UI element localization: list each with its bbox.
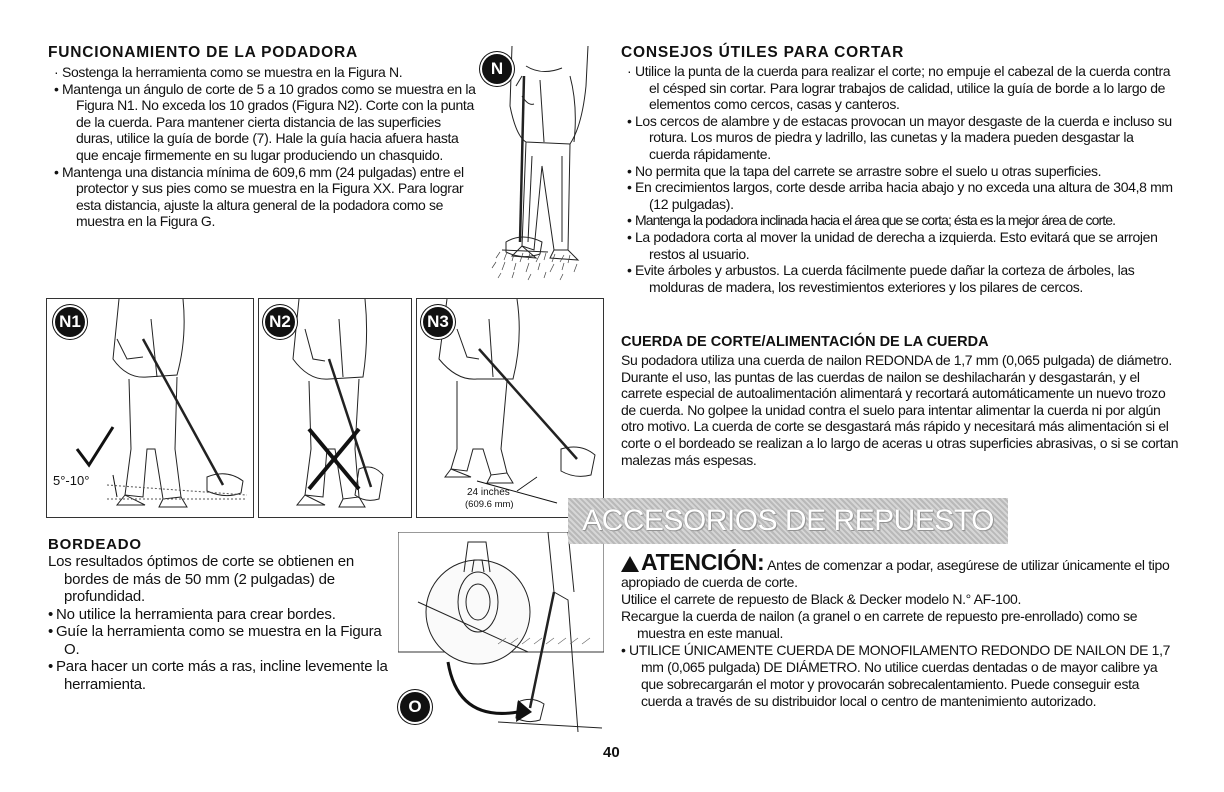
cuerda-body: Su podadora utiliza una cuerda de nailon REDONDA de 1,7 mm (0,065 pulgada) de diámetro. Durante el uso, las puntas de las cuerdas de nailon se deshilacharán y desgastarán, y el carrete especial de autoalimentación alimentará y recortará automáticamente un nuevo trozo de cuerda. No golpee la unidad contra el suelo para intentar alimentar la cuerda ni por algún otro motivo. La cuerda de corte se desgastará más rápido y necesitará más alimentación si el corte o el bordeado se realizan a lo largo de aceras u otras superficies abrasivas, o si se cortan malezas más espesas. [621, 352, 1179, 468]
list-item: • No utilice la herramienta para crear bordes. [48, 606, 388, 624]
figure-o [398, 532, 604, 742]
list-item: • Mantenga un ángulo de corte de 5 a 10 grados como se muestra en la Figura N1. No exceda los 10 grados (Figura N2). Corte con la punta de la cuerda. Para mantener cierta distancia de las superficies duras, utilice la guía de borde (7). Hale la guía hacia afuera hasta que encaje firmemente en su lugar produciendo un chasquido. [48, 81, 480, 164]
list-item: • Para hacer un corte más a ras, incline levemente la herramienta. [48, 658, 388, 693]
distance-inches-label: 24 inches [467, 487, 510, 498]
refill-line: Recargue la cuerda de nailon (a granel o en carrete de repuesto pre-enrollado) como se muestra en este manual. [621, 608, 1138, 641]
angle-label: 5°-10° [53, 473, 90, 488]
figure-badge-n3: N3 [423, 307, 453, 337]
figure-badge-n: N [482, 54, 512, 84]
figure-n2 [258, 298, 412, 518]
section-title-funcionamiento: FUNCIONAMIENTO DE LA PODADORA [48, 44, 358, 61]
figure-badge-n1: N1 [55, 307, 85, 337]
list-item: · Utilice la punta de la cuerda para realizar el corte; no empuje el cabezal de la cuerda contra el césped sin cortar. Para lograr trabajos de calidad, utilice la guía de borde a lo largo de elementos como cercos, casas y canteros. [621, 63, 1177, 113]
spool-model-line: Utilice el carrete de repuesto de Black & Decker modelo N.° AF-100. [621, 591, 1022, 607]
accesorios-bullets [621, 642, 1177, 710]
accesorios-banner [568, 498, 1008, 544]
bordeado-section [48, 536, 388, 693]
figure-n3 [416, 298, 604, 518]
funcionamiento-bullets [48, 64, 480, 230]
accesorios-section [621, 549, 1177, 710]
bordeado-intro: Los resultados óptimos de corte se obtienen en bordes de más de 50 mm (2 pulgadas) de profundidad. [48, 553, 354, 605]
list-item: · Sostenga la herramienta como se muestra en la Figura N. [48, 64, 480, 81]
section-title-consejos: CONSEJOS ÚTILES PARA CORTAR [621, 44, 905, 61]
list-item: • Evite árboles y arbustos. La cuerda fácilmente puede dañar la corteza de árboles, las molduras de madera, los revestimientos exteriores y los pilares de cercos. [621, 262, 1177, 295]
page-number: 40 [603, 744, 620, 761]
consejos-bullets [621, 63, 1177, 295]
figure-n [482, 46, 600, 292]
warning-icon [621, 556, 639, 572]
figure-badge-o: O [400, 692, 430, 722]
warning-text: Antes de comenzar a podar, asegúrese de utilizar únicamente el tipo apropiado de cuerda de corte. [621, 557, 1170, 590]
list-item [621, 642, 1177, 710]
list-item: • No permita que la tapa del carrete se arrastre sobre el suelo u otras superficies. [621, 163, 1177, 180]
bordeado-bullets [48, 606, 388, 694]
list-item: • Mantenga una distancia mínima de 609,6 mm (24 pulgadas) entre el protector y sus pies como se muestra en la Figura XX. Para lograr esta distancia, ajuste la altura general de la podadora como se muestra en la Figura G. [48, 164, 480, 230]
funcionamiento-section [48, 44, 480, 230]
warning-title: ATENCIÓN: [641, 549, 765, 575]
cuerda-section [621, 334, 1181, 468]
line-spec-text: UTILICE ÚNICAMENTE CUERDA DE MONOFILAMENTO REDONDO DE NAILON DE 1,7 mm (0,065 pulgada) DE DIÁMETRO. No utilice cuerdas dentadas o de mayor calibre ya que sobrecargarán el motor y provocarán sobrecalentamiento. Puede conseguir esta cuerda a través de su distribuidor local o centro de mantenimiento autorizado. [629, 642, 1171, 709]
section-title-cuerda: CUERDA DE CORTE/ALIMENTACIÓN DE LA CUERDA [621, 334, 989, 350]
list-item: • Mantenga la podadora inclinada hacia el área que se corta; ésta es la mejor área de corte. [621, 212, 1177, 229]
list-item: • Guíe la herramienta como se muestra en la Figura O. [48, 623, 388, 658]
section-title-bordeado: BORDEADO [48, 536, 142, 553]
list-item: • La podadora corta al mover la unidad de derecha a izquierda. Esto evitará que se arrojen restos al usuario. [621, 229, 1177, 262]
list-item: • En crecimientos largos, corte desde arriba hacia abajo y no exceda una altura de 304,8 mm (12 pulgadas). [621, 179, 1177, 212]
distance-mm-label: (609.6 mm) [465, 499, 514, 510]
consejos-section [621, 44, 1177, 295]
figure-badge-n2: N2 [265, 307, 295, 337]
figure-n1 [46, 298, 254, 518]
banner-title: ACCESORIOS DE REPUESTO [582, 504, 994, 537]
list-item: • Los cercos de alambre y de estacas provocan un mayor desgaste de la cuerda e incluso su rotura. Los muros de piedra y ladrillo, las cunetas y la madera pueden desgastar la cuerda rápidamente. [621, 113, 1177, 163]
